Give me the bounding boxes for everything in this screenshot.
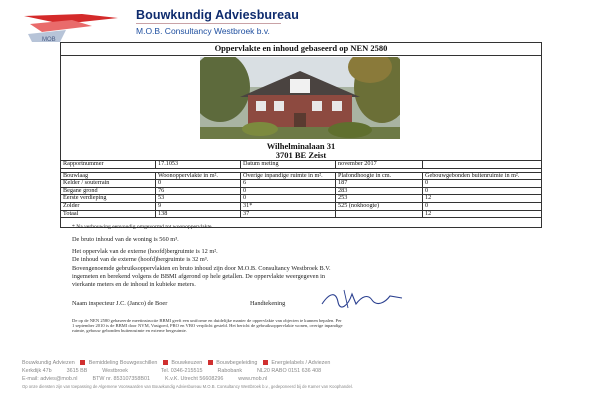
table-cell: 283 <box>336 187 423 195</box>
logo-text: MOB <box>42 37 56 43</box>
table-cell: 37 <box>241 210 336 218</box>
table-cell: 0 <box>156 180 241 188</box>
document-title: Oppervlakte en inhoud gebaseerd op NEN 2580 <box>60 42 542 56</box>
table-cell: 12 <box>423 195 542 203</box>
footnote: * Na verbouwing eenvoudig omgevormd tot woonoppervlakte. <box>72 224 213 230</box>
bullet-icon <box>208 360 213 365</box>
table-row <box>61 187 542 195</box>
table-cell: 0 <box>241 187 336 195</box>
brand-subtitle: M.O.B. Consultancy Westbroek b.v. <box>136 26 270 36</box>
table-cell: 31* <box>241 202 336 210</box>
statement-line-1: Bovengenoemde gebruiksoppervlakten en bruto inhoud zijn door M.O.B. Consultancy Westbroek B.V. <box>72 265 331 272</box>
table-meta-row <box>61 161 542 169</box>
table-header: Plafondhoogte in cm. <box>336 172 423 180</box>
statement-line-2: ingemeten en berekend volgens de BBMI afgerond op hele getallen. De oppervlakte weergegeven in <box>72 273 326 280</box>
brand-divider <box>136 23 281 24</box>
bullet-icon <box>163 360 168 365</box>
footer-registration-line: E-mail: advies@mob.nl BTW nr. 853107358B01 K.v.K. Utrecht 56608296 www.mob.nl <box>22 376 268 382</box>
footer-contact-line: Kerkdijk 47b 3615 BB Westbroek Tel. 0346-215515 Rabobank NL20 RABO 0151 636 408 <box>22 368 322 374</box>
table-cell: Eerste verdieping <box>61 195 156 203</box>
table-cell: 525 (nokhoogte) <box>336 202 423 210</box>
measurement-table <box>60 160 542 218</box>
table-cell: 0 <box>241 195 336 203</box>
fine-print-line: ruimte, gebouw gebonden buitenruimte en externe bergruimte. <box>72 328 187 334</box>
table-cell: 0 <box>423 202 542 210</box>
table-header: Overige inpandige ruimte in m². <box>241 172 336 180</box>
table-cell: 9 <box>156 202 241 210</box>
table-cell: 138 <box>156 210 241 218</box>
table-header: Bouwlaag <box>61 172 156 180</box>
table-cell: 187 <box>336 180 423 188</box>
footer-service: Bouwkeuzen <box>171 360 203 366</box>
table-cell: 253 <box>336 195 423 203</box>
table-cell: 12 <box>423 210 542 218</box>
footer-service: Bouwkundig Adviezen <box>22 360 75 366</box>
footer-service: Bouwbegeleiding <box>216 360 258 366</box>
table-cell: Kelder / souterrain <box>61 180 156 188</box>
bullet-icon <box>80 360 85 365</box>
table-header: Gebouwgebonden buitenruimte in m². <box>423 172 542 180</box>
footer-terms: Op onze diensten zijn van toepassing de Algemene Voorwaarden van Bouwkundig Adviesbureau M.O.B. Consultancy Westbroek b.v., gedeponeerd bij de Kamer van Koophandel. <box>22 384 353 389</box>
table-cell <box>423 161 542 169</box>
table-cell: 76 <box>156 187 241 195</box>
statement-line-3: vierkante meters en de inhoud in kubieke meters. <box>72 281 196 288</box>
table-row <box>61 202 542 210</box>
table-header-row <box>61 172 542 180</box>
table-cell: 17.1053 <box>156 161 241 169</box>
property-address <box>60 142 542 160</box>
fine-print <box>72 318 532 334</box>
address-street: Wilhelminalaan 31 <box>266 141 336 151</box>
fine-print-line: De op de NEN 2580 gebaseerde meetinstructie BBMI geeft een uniforme en duidelijke manier de oppervlakte van objecten te kunnen bepalen. Per <box>72 318 342 323</box>
external-volume-note: De inhoud van de externe (hoofd)bergruimte is 32 m³. <box>72 256 209 263</box>
company-logo <box>22 10 132 44</box>
table-row <box>61 180 542 188</box>
table-cell: Begane grond <box>61 187 156 195</box>
table-row <box>61 195 542 203</box>
table-cell: 0 <box>423 187 542 195</box>
signature-label: Handtekening <box>250 300 286 307</box>
table-cell: Totaal <box>61 210 156 218</box>
footer-service: Energielabels / Adviezen <box>271 360 331 366</box>
bullet-icon <box>263 360 268 365</box>
fine-print-line: 1 september 2010 is de BBMI door NVM, Vastgoed, PRO en VBO verplicht gesteld. Het bericht de gebruiksoppervlakte wonen, overige inpandige <box>72 323 343 329</box>
table-cell: Rapportnummer <box>61 161 156 169</box>
table-header: Woonoppervlakte in m². <box>156 172 241 180</box>
table-cell <box>336 210 423 218</box>
address-city: 3701 BE Zeist <box>275 150 327 160</box>
inspector-name: Naam inspecteur J.C. (Janco) de Boer <box>72 300 168 307</box>
table-cell: Datum meting <box>241 161 336 169</box>
footer-service: Bemiddeling Bouwgeschillen <box>88 360 158 366</box>
table-cell: 0 <box>423 180 542 188</box>
house-photo <box>200 57 400 139</box>
table-total-row <box>61 210 542 218</box>
external-area-note: Het oppervlak van de externe (hoofd)bergruimte is 12 m². <box>72 248 218 255</box>
brand-title: Bouwkundig Adviesbureau <box>136 8 299 22</box>
handwritten-signature <box>318 288 408 312</box>
table-cell: Zolder <box>61 202 156 210</box>
footer-services <box>22 360 330 366</box>
table-cell: 53 <box>156 195 241 203</box>
table-cell: 6 <box>241 180 336 188</box>
volume-note: De bruto inhoud van de woning is 560 m³. <box>72 236 179 243</box>
table-cell: november 2017 <box>336 161 423 169</box>
